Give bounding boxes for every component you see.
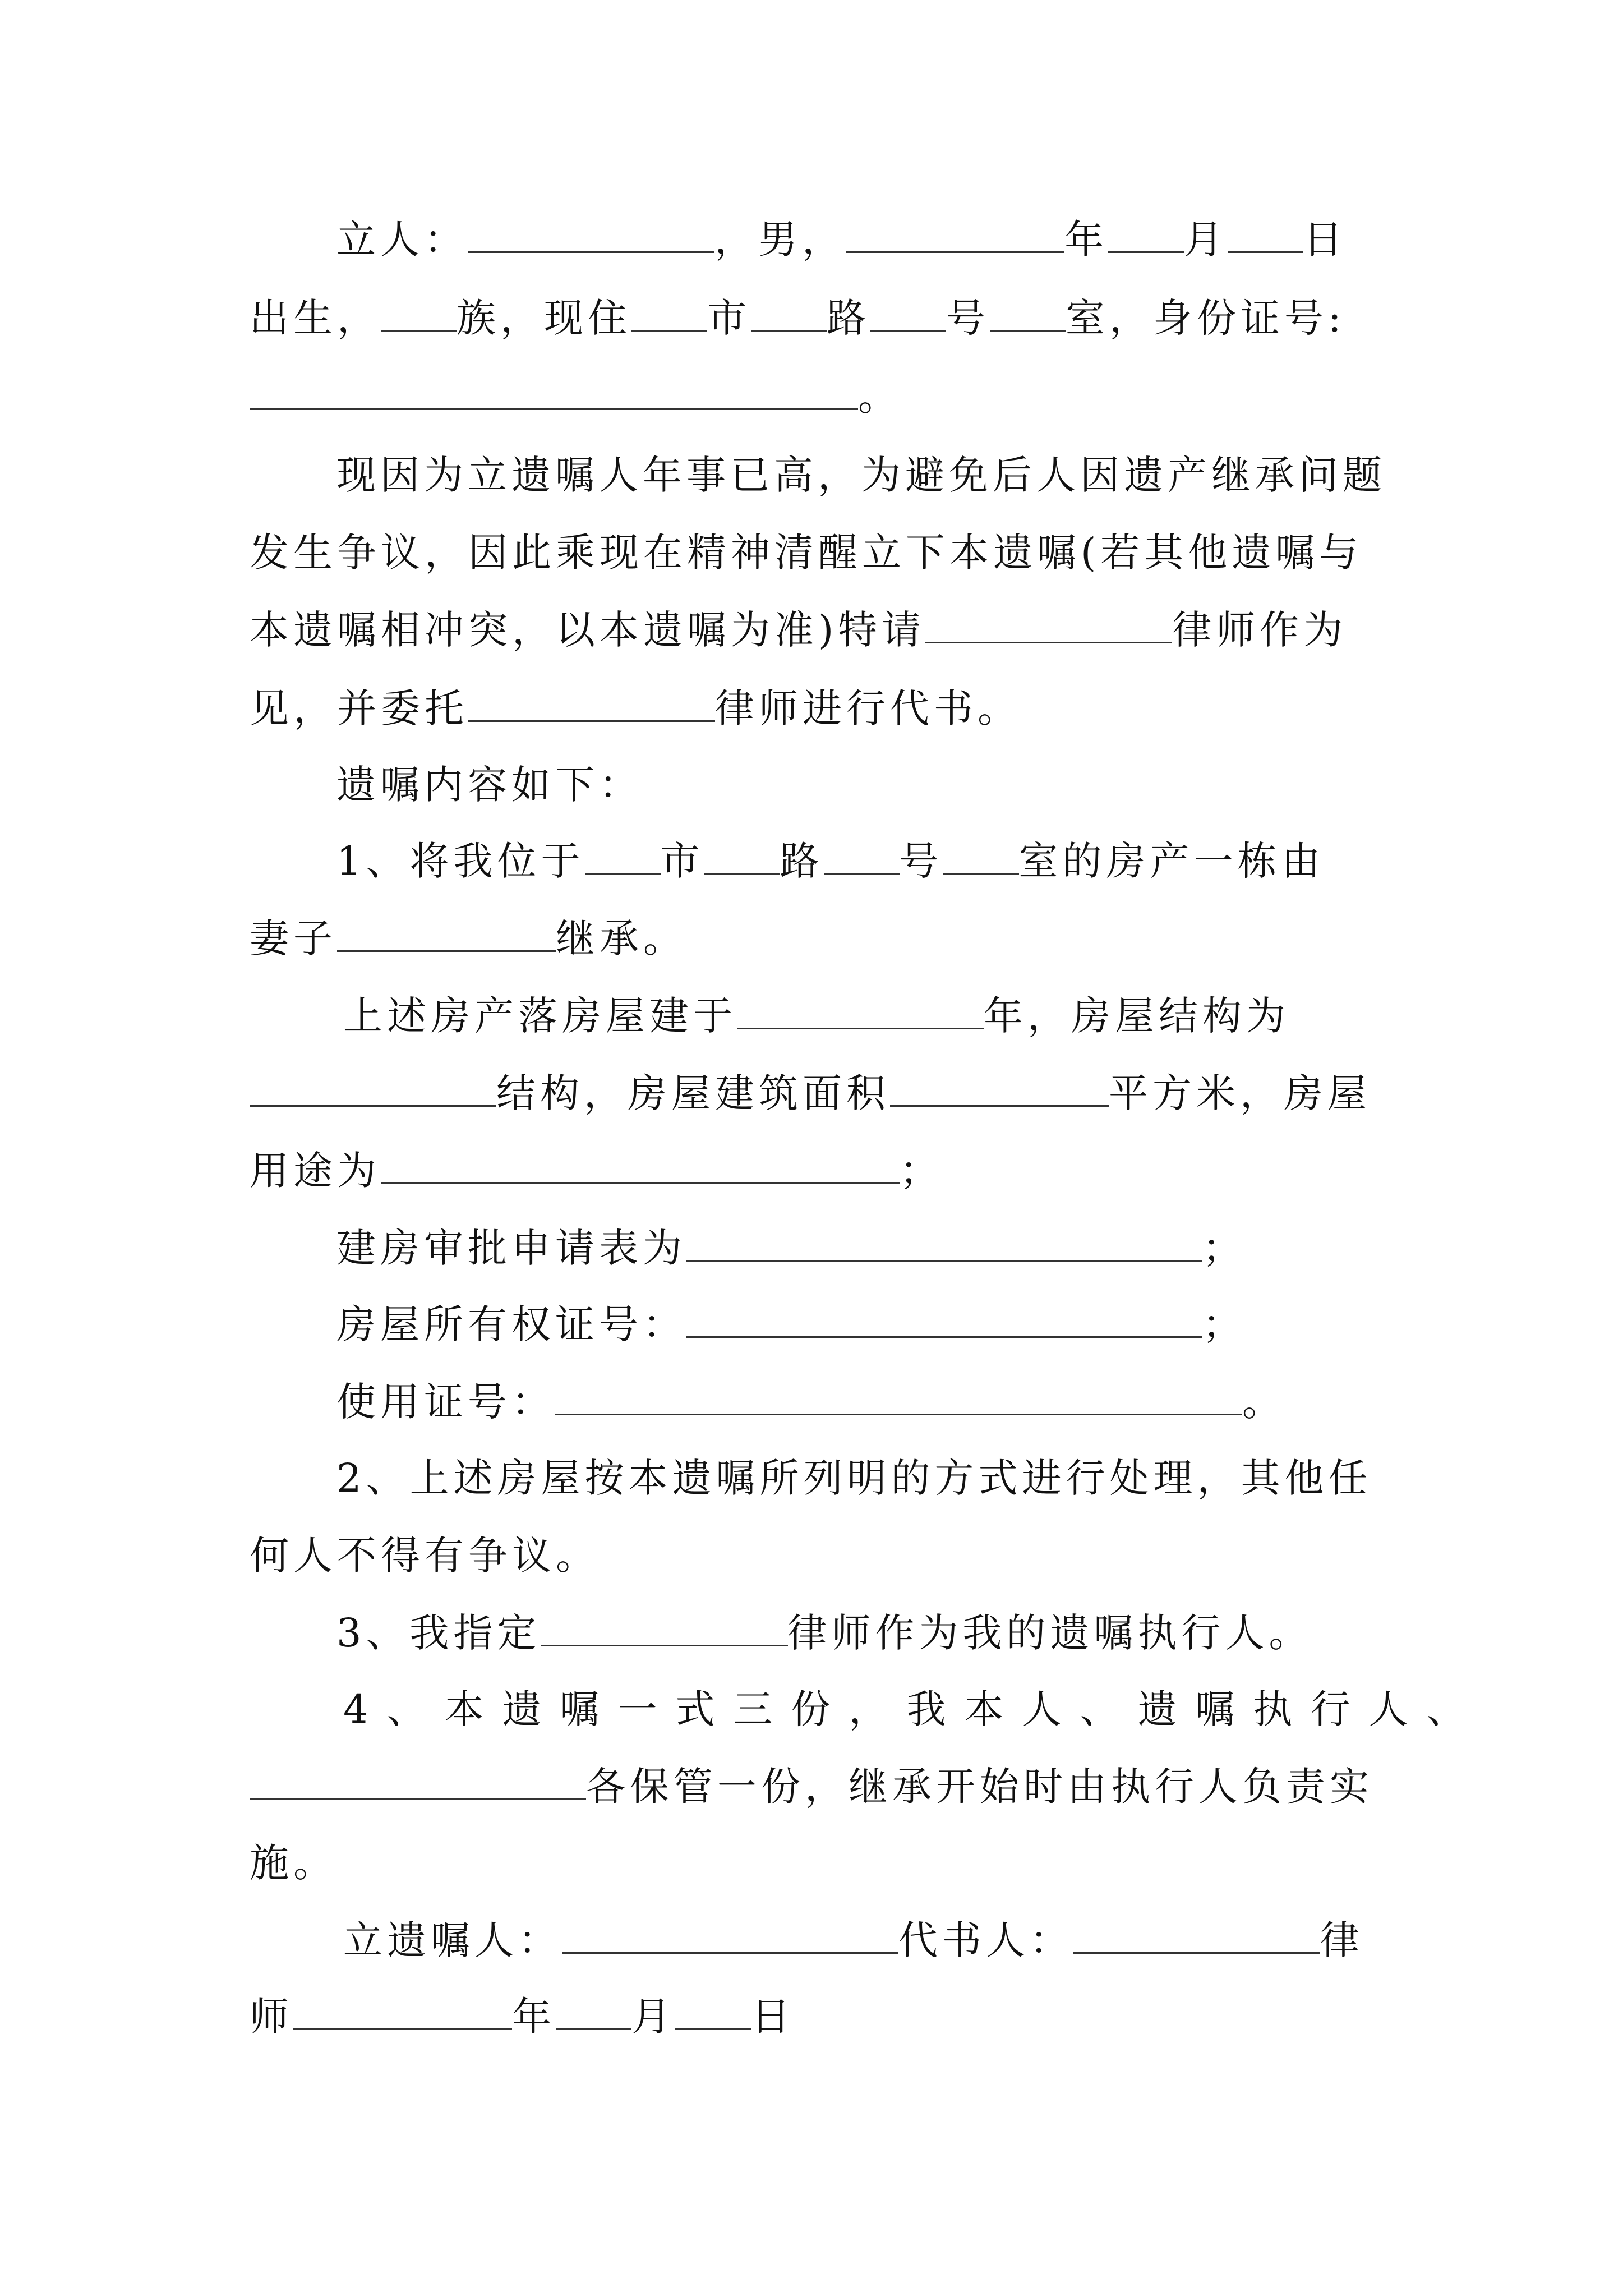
blank-property-number[interactable] bbox=[824, 834, 900, 875]
text-city: 市 bbox=[660, 838, 704, 884]
text-usage-cert: 使用证号： bbox=[336, 1379, 555, 1425]
blank-sign-month[interactable] bbox=[556, 1989, 631, 2030]
blank-approval-form[interactable] bbox=[686, 1221, 1202, 1262]
blank-built-year[interactable] bbox=[737, 988, 984, 1029]
ownership-cert-line bbox=[336, 1294, 1246, 1355]
text-drafter-signature: 代书人： bbox=[898, 1917, 1073, 1963]
text-road: 路 bbox=[827, 295, 870, 341]
text-approval-form: 建房审批申请表为 bbox=[336, 1225, 686, 1271]
testator-info-line-3 bbox=[250, 366, 902, 427]
content-heading: 遗嘱内容如下： bbox=[336, 762, 643, 808]
item-1-line-2 bbox=[250, 908, 687, 969]
blank-sign-year[interactable] bbox=[293, 1989, 512, 2030]
blank-witness-lawyer[interactable] bbox=[925, 602, 1172, 643]
item-2-line-2: 何人不得有争议。 bbox=[250, 1533, 600, 1579]
blank-birth-day[interactable] bbox=[1228, 212, 1303, 253]
text-semicolon: ； bbox=[1202, 1301, 1246, 1347]
text-lawyer-drafts: 律师进行代书。 bbox=[715, 685, 1021, 731]
text-day: 日 bbox=[1303, 217, 1347, 263]
text-inherit: 继承。 bbox=[556, 915, 687, 961]
signature-line-2 bbox=[250, 1986, 795, 2047]
text-witness-request: 本遗嘱相冲突，以本遗嘱为准)特请 bbox=[250, 607, 926, 653]
property-line-3 bbox=[250, 1140, 943, 1202]
blank-sign-day[interactable] bbox=[675, 1989, 751, 2030]
text-usage: 用途为 bbox=[250, 1148, 381, 1194]
text-entrust: 见，并委托 bbox=[250, 685, 468, 731]
reason-line-2: 发生争议，因此乘现在精神清醒立下本遗嘱(若其他遗嘱与 bbox=[250, 530, 1363, 576]
text-month: 月 bbox=[631, 1994, 675, 2040]
text-lawyer-as: 律师作为 bbox=[1172, 607, 1348, 653]
blank-birth-year[interactable] bbox=[846, 212, 1064, 253]
blank-property-road[interactable] bbox=[704, 834, 780, 875]
text-square-meters: 平方米，房屋 bbox=[1109, 1070, 1371, 1116]
text-custody: 各保管一份，继承开始时由执行人负责实 bbox=[586, 1764, 1373, 1810]
text-semicolon: ； bbox=[1202, 1225, 1246, 1271]
blank-testator-signature[interactable] bbox=[562, 1913, 898, 1954]
text-number: 号 bbox=[899, 838, 943, 884]
item-4-line-1: 4、本遗嘱一式三份，我本人、遗嘱执行人、 bbox=[343, 1686, 1484, 1732]
blank-number[interactable] bbox=[870, 291, 946, 332]
item-1-line-1 bbox=[336, 830, 1325, 892]
text-item-1-location: 1、将我位于 bbox=[336, 838, 585, 884]
item-4-line-3: 施。 bbox=[250, 1840, 337, 1886]
blank-drafter-signature[interactable] bbox=[1073, 1913, 1320, 1954]
item-4-line-2 bbox=[250, 1756, 1373, 1818]
text-built-in: 上述房产落房屋建于 bbox=[343, 993, 737, 1039]
blank-third-custodian[interactable] bbox=[250, 1759, 586, 1800]
blank-room[interactable] bbox=[990, 291, 1066, 332]
text-id-number: 室，身份证号: bbox=[1066, 295, 1346, 341]
blank-id-number[interactable] bbox=[250, 369, 858, 410]
item-3-line bbox=[336, 1602, 1313, 1664]
blank-usage[interactable] bbox=[381, 1143, 900, 1184]
text-structure-is: 年，房屋结构为 bbox=[984, 993, 1290, 1039]
text-day: 日 bbox=[751, 1994, 795, 2040]
text-lawyer-part: 律 bbox=[1320, 1917, 1364, 1963]
blank-ownership-cert[interactable] bbox=[686, 1297, 1202, 1338]
reason-line-4 bbox=[250, 678, 1021, 739]
usage-cert-line bbox=[336, 1371, 1286, 1433]
text-ownership-cert: 房屋所有权证号： bbox=[336, 1301, 686, 1347]
text-road: 路 bbox=[780, 838, 824, 884]
text-testator-signature: 立遗嘱人： bbox=[343, 1917, 562, 1963]
item-2-line-1: 2、上述房屋按本遗嘱所列明的方式进行处理，其他任 bbox=[336, 1455, 1372, 1501]
blank-floor-area[interactable] bbox=[890, 1066, 1109, 1107]
text-ethnicity-residence: 族，现住 bbox=[457, 295, 631, 341]
testator-info-line-2 bbox=[250, 287, 1346, 349]
blank-structure-type[interactable] bbox=[250, 1066, 496, 1107]
text-year: 年 bbox=[512, 1994, 556, 2040]
text-lawyer-end: 师 bbox=[250, 1994, 293, 2040]
blank-ethnicity[interactable] bbox=[381, 291, 457, 332]
text-year: 年 bbox=[1064, 217, 1108, 263]
blank-city[interactable] bbox=[631, 291, 707, 332]
text-period: 。 bbox=[858, 374, 902, 420]
text-property-by: 室的房产一栋由 bbox=[1018, 838, 1325, 884]
text-semicolon: ； bbox=[900, 1148, 943, 1194]
property-line-2 bbox=[250, 1062, 1371, 1124]
blank-executor-lawyer[interactable] bbox=[541, 1605, 788, 1646]
text-birth: 出生， bbox=[250, 295, 381, 341]
blank-drafting-lawyer[interactable] bbox=[468, 681, 715, 722]
text-city: 市 bbox=[707, 295, 751, 341]
text-appoint: 3、我指定 bbox=[336, 1610, 541, 1656]
blank-road[interactable] bbox=[751, 291, 827, 332]
reason-line-3 bbox=[250, 599, 1347, 661]
blank-birth-month[interactable] bbox=[1108, 212, 1184, 253]
text-month: 月 bbox=[1184, 217, 1228, 263]
text-executor: 律师作为我的遗嘱执行人。 bbox=[787, 1610, 1313, 1656]
text-period: 。 bbox=[1242, 1379, 1286, 1425]
approval-form-line bbox=[336, 1217, 1246, 1279]
blank-property-room[interactable] bbox=[943, 834, 1019, 875]
property-line-1 bbox=[343, 985, 1290, 1047]
blank-wife-name[interactable] bbox=[337, 911, 556, 952]
blank-testator-name[interactable] bbox=[468, 212, 714, 253]
testator-info-line-1 bbox=[336, 209, 1347, 270]
text-wife: 妻子 bbox=[250, 915, 337, 961]
text-gender: ，男， bbox=[714, 217, 846, 263]
text-number: 号 bbox=[946, 295, 990, 341]
blank-usage-cert[interactable] bbox=[555, 1374, 1242, 1415]
text-floor-area: 结构，房屋建筑面积 bbox=[496, 1070, 890, 1116]
reason-line-1: 现因为立遗嘱人年事已高，为避免后人因遗产继承问题 bbox=[336, 452, 1386, 498]
label-testator: 立人： bbox=[336, 217, 468, 263]
signature-line-1 bbox=[343, 1910, 1364, 1971]
blank-property-city[interactable] bbox=[585, 834, 661, 875]
